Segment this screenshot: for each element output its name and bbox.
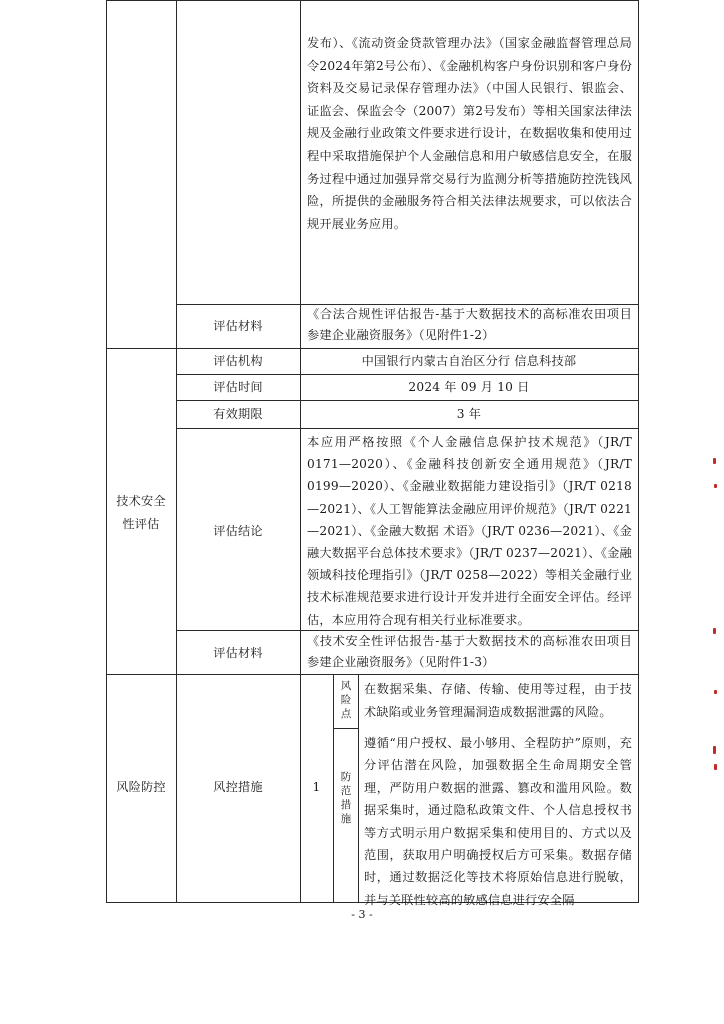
- risk-point-value: 在数据采集、存储、传输、使用等过程，由于技术缺陷或业务管理漏洞造成数据泄露的风险。: [364, 682, 632, 719]
- risk-section-title: 风险防控: [116, 780, 166, 794]
- assessment-table: [106, 0, 639, 907]
- conclusion-label: 评估结论: [213, 524, 263, 538]
- legal-material-value: 《合法合规性评估报告-基于大数据技术的高标准农田项目参建企业融资服务》（见附件1-2）: [307, 307, 632, 342]
- org-label: 评估机构: [213, 354, 263, 368]
- legal-conclusion-text: 发布）、《流动资金贷款管理办法》（国家金融监督管理总局令2024年第2号公布）、《金融机构客户身份识别和客户身份资料及交易记录保存管理办法》（中国人民银行、银监会、证监会、保监会令（2007）第2号发布）等相关国家法律法规及金融行业政策文件要求进行设计，在数据收集和使用过程中采取措施保护个人金融信息和用户敏感信息安全，在服务过程中通过加强异常交易行为监测分析等措施防控洗钱风险，所提供的金融服务符合相关法律法规要求，可以依法合规开展业务应用。: [307, 36, 632, 231]
- sec-material-value: 《技术安全性评估报告-基于大数据技术的高标准农田项目参建企业融资服务》（见附件1-3）: [307, 634, 632, 669]
- risk-point-label: 风险点: [340, 680, 352, 720]
- risk-measure-label: 风控措施: [213, 780, 263, 794]
- sec-material-label: 评估材料: [213, 646, 263, 660]
- validity-value: 3 年: [456, 407, 482, 421]
- prevention-value: 遵循“用户授权、最小够用、全程防护”原则，充分评估潜在风险，加强数据全生命周期安全管理，严防用户数据的泄露、篡改和滥用风险。数据采集时，通过隐私政策文件、个人信息授权书等方式明示用户数据采集和使用目的、方式以及范围，获取用户明确授权后方可采集。数据存储时，通过数据泛化等技术将原始信息进行脱敏，并与关联性较高的敏感信息进行安全隔: [364, 736, 632, 907]
- seal-mark: [714, 484, 717, 488]
- prevention-label: 防范措施: [340, 771, 352, 825]
- seal-mark: [713, 458, 716, 464]
- seal-mark: [713, 746, 716, 754]
- time-value: 2024 年 09 月 10 日: [408, 380, 530, 394]
- time-label: 评估时间: [213, 380, 263, 394]
- validity-label: 有效期限: [213, 407, 263, 421]
- page-number: - 3 -: [351, 908, 373, 921]
- conclusion-value: 本应用严格按照《个人金融信息保护技术规范》（JR/T 0171—2020）、《金融科技创新安全通用规范》（JR/T 0199—2020）、《金融业数据能力建设指引》（JR/T 0218—2021）、《人工智能算法金融应用评价规范》（JR/T 0221—2021）、《金融大数据 术语》（JR/T 0236—2021）、《金融大数据平台总体技术要求》（JR/T 0237—2021）、《金融领域科技伦理指引》（JR/T 0258—2022）等相关金融行业技术标准规范要求进行设计开发并进行全面安全评估。经评估，本应用符合现有相关行业标准要求。: [307, 435, 632, 627]
- seal-mark: [714, 690, 717, 694]
- legal-material-label: 评估材料: [213, 319, 263, 333]
- seal-mark: [714, 764, 717, 770]
- org-value: 中国银行内蒙古自治区分行 信息科技部: [361, 354, 577, 368]
- risk-index: 1: [312, 780, 321, 794]
- seal-mark: [713, 628, 716, 634]
- security-section-title: 技术安全性评估: [116, 494, 166, 531]
